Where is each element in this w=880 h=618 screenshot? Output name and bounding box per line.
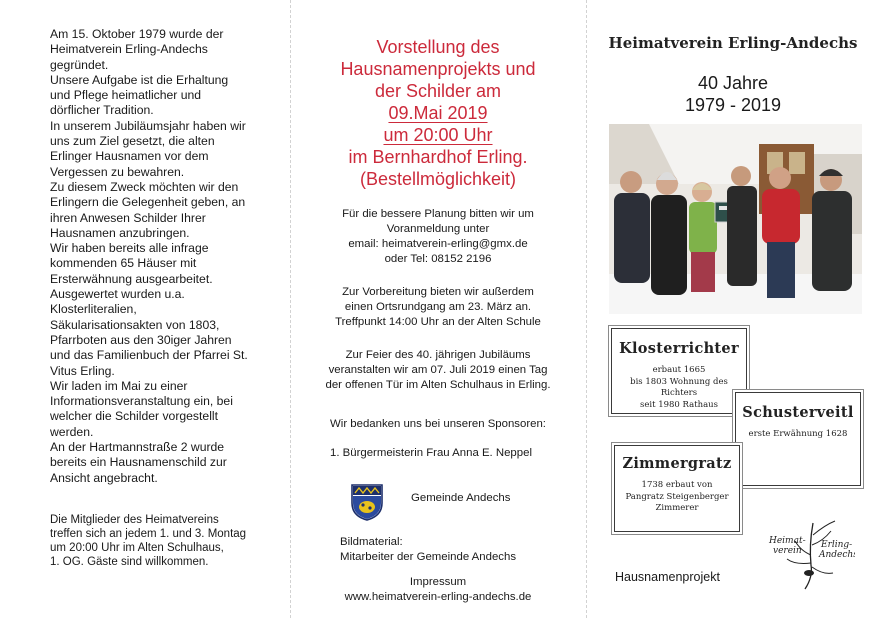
sign-line: erste Erwähnung 1628: [748, 429, 848, 439]
text-line: Wir laden im Mai zu einer: [50, 378, 188, 393]
image-credit-value: Mitarbeiter der Gemeinde Andechs: [340, 551, 517, 563]
tour-info: [290, 285, 586, 330]
impressum-label: Impressum: [409, 576, 467, 588]
anniversary-block: [586, 72, 880, 116]
anniversary-label: 40 Jahre: [697, 73, 769, 93]
text-line: uns zum Ziel gesetzt, die alten: [50, 134, 215, 149]
text-line: Informationsveranstaltung ein, bei: [50, 394, 233, 409]
logo-word: verein: [773, 546, 802, 556]
sponsor-mayor: 1. Bürgermeisterin Frau Anna E. Neppel: [330, 447, 532, 459]
text-line: Säkularisationsakten von 1803,: [50, 317, 220, 332]
text-line: Klosterliteralien,: [50, 302, 137, 317]
text-line: und Pflege heimatlicher und: [50, 88, 202, 103]
celebration-info: [290, 348, 586, 393]
headline-line: Hausnamenprojekts und: [340, 59, 536, 79]
history-text: [50, 27, 282, 486]
sign-line: erbaut 1665: [652, 365, 706, 375]
text-line: Voranmeldung unter: [386, 223, 490, 235]
group-photo: [609, 124, 862, 314]
headline-line: Vorstellung des: [376, 37, 500, 57]
text-line: welcher die Schilder vorgestellt: [50, 409, 218, 424]
text-line: Erlingern die Gelegenheit geben, an: [50, 195, 246, 210]
text-line: Ansicht angebracht.: [50, 470, 158, 485]
image-credit-label: Bildmaterial:: [340, 536, 403, 548]
panel-events: [290, 0, 586, 618]
anniversary-years: 1979 - 2019: [684, 95, 782, 115]
event-note: (Bestellmöglichkeit): [359, 169, 517, 189]
panel-history: [0, 0, 290, 618]
text-line: der offenen Tür im Alten Schulhaus in Erling.: [325, 379, 551, 391]
text-line: In unserem Jubiläumsjahr haben wir: [50, 118, 246, 133]
text-line: Die Mitglieder des Heimatvereins: [50, 514, 219, 526]
text-line: Wir haben bereits alle infrage: [50, 241, 209, 256]
meeting-info: [50, 513, 282, 569]
text-line: veranstalten wir am 07. Juli 2019 einen Tag: [328, 364, 548, 376]
text-line: Am 15. Oktober 1979 wurde der: [50, 27, 224, 41]
text-line: Heimatverein Erling-Andechs: [50, 42, 208, 57]
text-line: um 20:00 Uhr im Alten Schulhaus,: [50, 542, 224, 554]
text-line: Pfarrboten aus den 30iger Jahren: [50, 332, 232, 347]
text-line: Ersterwähnung ausgearbeitet.: [50, 271, 213, 286]
event-place: im Bernhardhof Erling.: [348, 147, 528, 167]
text-line: Zu diesem Zweck möchten wir den: [50, 179, 239, 194]
text-line: Ausgewertet wurden u.a.: [50, 287, 185, 302]
heimatverein-logo-icon: [765, 515, 855, 597]
text-line: gegründet.: [50, 57, 109, 72]
text-line: Treffpunkt 14:00 Uhr an der Alten Schule: [335, 316, 541, 328]
logo-word: Erling-: [821, 540, 853, 550]
text-line: bereits ein Hausnamenschild zur: [50, 455, 227, 470]
sign-line: 1738 erbaut von: [641, 480, 713, 490]
sign-zimmergratz: [614, 445, 740, 532]
sign-schusterveitl: [735, 392, 861, 486]
text-line: Zur Vorbereitung bieten wir außerdem: [342, 286, 534, 298]
text-line: werden.: [50, 424, 94, 439]
registration-info: [290, 207, 586, 267]
text-line: An der Hartmannstraße 2 wurde: [50, 440, 225, 455]
sign-title: Schusterveitl: [742, 404, 854, 421]
sign-line: Pangratz Steigenberger: [625, 491, 729, 502]
text-line: Erlinger Hausnamen vor dem: [50, 149, 209, 164]
org-title: Heimatverein Erling-Andechs: [608, 34, 858, 52]
registration-email: email: heimatverein-erling@gmx.de: [348, 238, 528, 250]
logo-word: Andechs: [819, 550, 855, 560]
sign-line: Zimmerer: [655, 503, 699, 513]
logo-word: Heimat-: [769, 536, 806, 546]
text-line: und das Familienbuch der Pfarrei St.: [50, 348, 248, 363]
sign-line: seit 1980 Rathaus: [639, 399, 719, 410]
text-line: Vergessen zu bewahren.: [50, 164, 185, 179]
text-line: dörflicher Tradition.: [50, 103, 154, 118]
andechs-coat-of-arms-icon: [350, 483, 384, 521]
registration-phone: oder Tel: 08152 2196: [384, 253, 492, 265]
text-line: Zur Feier des 40. jährigen Jubiläums: [345, 349, 531, 361]
text-line: ihren Anwesen Schilder Ihrer: [50, 210, 206, 225]
headline-line: der Schilder am: [374, 81, 502, 101]
event-date: 09.Mai 2019: [388, 103, 488, 123]
sign-title: Zimmergratz: [622, 455, 732, 472]
text-line: Vitus Erling.: [50, 363, 115, 378]
text-line: einen Ortsrundgang am 23. März an.: [344, 301, 532, 313]
text-line: kommenden 65 Häuser mit: [50, 256, 197, 271]
event-time: um 20:00 Uhr: [383, 125, 493, 145]
event-headline: [290, 36, 586, 190]
text-line: 1. OG. Gäste sind willkommen.: [50, 556, 209, 568]
sign-title: Klosterrichter: [619, 340, 739, 357]
sponsors-title: Wir bedanken uns bei unseren Sponsoren:: [330, 418, 546, 430]
project-label: Hausnamenprojekt: [615, 570, 720, 584]
text-line: Für die bessere Planung bitten wir um: [342, 208, 534, 220]
text-line: treffen sich an jedem 1. und 3. Montag: [50, 528, 247, 540]
sign-klosterrichter: [611, 328, 747, 414]
text-line: Hausnamen anzubringen.: [50, 225, 190, 240]
impressum-url[interactable]: www.heimatverein-erling-andechs.de: [344, 591, 532, 603]
text-line: Unsere Aufgabe ist die Erhaltung: [50, 72, 229, 87]
sign-line: bis 1803 Wohnung des Richters: [630, 376, 728, 398]
sponsor-municipality: Gemeinde Andechs: [411, 492, 511, 504]
